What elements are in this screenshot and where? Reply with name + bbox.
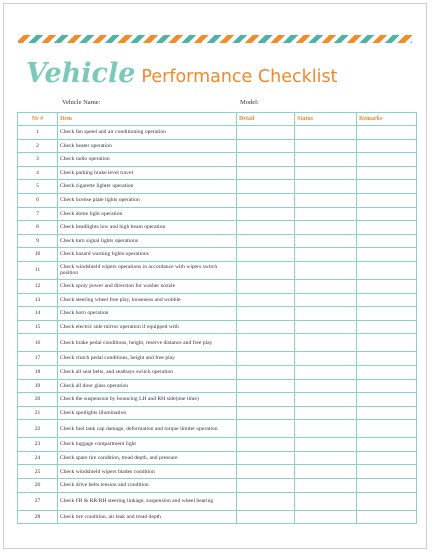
row-remarks-cell[interactable]: [357, 465, 417, 479]
row-item: Check spare tire condition, tread depth, and pressure: [58, 451, 237, 465]
row-detail-cell[interactable]: [237, 207, 295, 221]
row-remarks-cell[interactable]: [357, 180, 417, 194]
row-number: 9: [18, 234, 58, 248]
row-status-cell[interactable]: [295, 420, 357, 438]
table-row: [18, 479, 417, 493]
row-status-cell[interactable]: [295, 279, 357, 293]
row-remarks-cell[interactable]: [357, 139, 417, 153]
table-row: [18, 379, 417, 393]
table-row: [18, 465, 417, 479]
row-item: Check parking brake level travel: [58, 166, 237, 180]
row-detail-cell[interactable]: [237, 193, 295, 207]
row-item: Check license plate lights operation: [58, 193, 237, 207]
row-item: Check dome light operation: [58, 207, 237, 221]
row-detail-cell[interactable]: [237, 126, 295, 140]
row-detail-cell[interactable]: [237, 510, 295, 524]
row-remarks-cell[interactable]: [357, 153, 417, 167]
row-number: 25: [18, 465, 58, 479]
row-item: Check radio operation: [58, 153, 237, 167]
row-status-cell[interactable]: [295, 510, 357, 524]
row-number: 15: [18, 320, 58, 334]
table-row: [18, 352, 417, 366]
row-number: 23: [18, 438, 58, 452]
row-status-cell[interactable]: [295, 492, 357, 510]
table-row: [18, 293, 417, 307]
title-sub: Performance Checklist: [141, 67, 338, 87]
row-number: 21: [18, 406, 58, 420]
row-item: Check heater operation: [58, 139, 237, 153]
row-detail-cell[interactable]: [237, 166, 295, 180]
row-detail-cell[interactable]: [237, 365, 295, 379]
row-item: Check tire condition, air leak and tread depth: [58, 510, 237, 524]
row-number: 27: [18, 492, 58, 510]
table-row: [18, 221, 417, 235]
vehicle-name-label[interactable]: Vehicle Name:: [62, 99, 101, 106]
row-number: 17: [18, 352, 58, 366]
row-status-cell[interactable]: [295, 365, 357, 379]
table-row: [18, 207, 417, 221]
row-item: Check FR & RR/RH steering linkage, suspension and wheel bearing: [58, 492, 237, 510]
row-item: Check headlights low and high beam operation: [58, 221, 237, 235]
row-remarks-cell[interactable]: [357, 193, 417, 207]
row-number: 13: [18, 293, 58, 307]
row-detail-cell[interactable]: [237, 279, 295, 293]
row-remarks-cell[interactable]: [357, 406, 417, 420]
row-number: 8: [18, 221, 58, 235]
table-row: [18, 153, 417, 167]
checklist-page: [3, 3, 427, 549]
header-row: [18, 113, 417, 126]
row-number: 19: [18, 379, 58, 393]
row-remarks-cell[interactable]: [357, 307, 417, 321]
col-header-detail: Detail: [237, 113, 295, 126]
row-number: 2: [18, 139, 58, 153]
row-number: 11: [18, 261, 58, 279]
row-remarks-cell[interactable]: [357, 126, 417, 140]
row-number: 6: [18, 193, 58, 207]
row-remarks-cell[interactable]: [357, 261, 417, 279]
row-number: 12: [18, 279, 58, 293]
table-row: [18, 193, 417, 207]
row-status-cell[interactable]: [295, 465, 357, 479]
row-detail-cell[interactable]: [237, 393, 295, 407]
row-status-cell[interactable]: [295, 193, 357, 207]
row-detail-cell[interactable]: [237, 438, 295, 452]
row-number: 5: [18, 180, 58, 194]
row-detail-cell[interactable]: [237, 320, 295, 334]
row-remarks-cell[interactable]: [357, 365, 417, 379]
row-status-cell[interactable]: [295, 307, 357, 321]
row-status-cell[interactable]: [295, 126, 357, 140]
row-number: 24: [18, 451, 58, 465]
row-remarks-cell[interactable]: [357, 479, 417, 493]
row-remarks-cell[interactable]: [357, 320, 417, 334]
row-number: 28: [18, 510, 58, 524]
row-status-cell[interactable]: [295, 451, 357, 465]
row-item: Check spray power and direction for washer nozzle: [58, 279, 237, 293]
row-detail-cell[interactable]: [237, 307, 295, 321]
row-detail-cell[interactable]: [237, 479, 295, 493]
table-row: [18, 451, 417, 465]
table-row: [18, 180, 417, 194]
table-row: [18, 248, 417, 262]
row-status-cell[interactable]: [295, 153, 357, 167]
row-detail-cell[interactable]: [237, 451, 295, 465]
model-label[interactable]: Model:: [240, 99, 259, 106]
row-status-cell[interactable]: [295, 352, 357, 366]
row-number: 16: [18, 334, 58, 352]
row-item: Check windshield wipers blades condition: [58, 465, 237, 479]
table-row: [18, 420, 417, 438]
table-row: [18, 166, 417, 180]
row-remarks-cell[interactable]: [357, 279, 417, 293]
row-detail-cell[interactable]: [237, 221, 295, 235]
decorative-stripe: [18, 35, 412, 43]
row-detail-cell[interactable]: [237, 420, 295, 438]
row-number: 22: [18, 420, 58, 438]
row-status-cell[interactable]: [295, 139, 357, 153]
row-remarks-cell[interactable]: [357, 166, 417, 180]
row-remarks-cell[interactable]: [357, 438, 417, 452]
row-detail-cell[interactable]: [237, 293, 295, 307]
row-number: 14: [18, 307, 58, 321]
row-detail-cell[interactable]: [237, 180, 295, 194]
row-detail-cell[interactable]: [237, 153, 295, 167]
row-remarks-cell[interactable]: [357, 293, 417, 307]
row-detail-cell[interactable]: [237, 406, 295, 420]
table-row: [18, 320, 417, 334]
row-status-cell[interactable]: [295, 234, 357, 248]
col-header-item: Item: [58, 113, 237, 126]
row-item: Check horn operation: [58, 307, 237, 321]
table-row: [18, 261, 417, 279]
col-header-remarks: Remarks: [357, 113, 417, 126]
row-number: 1: [18, 126, 58, 140]
row-item: Check all seat belts, and seatbays switch operation: [58, 365, 237, 379]
row-status-cell[interactable]: [295, 393, 357, 407]
row-remarks-cell[interactable]: [357, 492, 417, 510]
row-number: 7: [18, 207, 58, 221]
row-item: Check clutch pedal conditions, height and free play: [58, 352, 237, 366]
table-row: [18, 334, 417, 352]
row-detail-cell[interactable]: [237, 379, 295, 393]
row-detail-cell[interactable]: [237, 234, 295, 248]
row-remarks-cell[interactable]: [357, 352, 417, 366]
row-remarks-cell[interactable]: [357, 248, 417, 262]
row-number: 20: [18, 393, 58, 407]
row-status-cell[interactable]: [295, 207, 357, 221]
row-number: 18: [18, 365, 58, 379]
row-item: Check fuel tank cap damage, deformation and torque limiter operation: [58, 420, 237, 438]
row-remarks-cell[interactable]: [357, 234, 417, 248]
row-remarks-cell[interactable]: [357, 207, 417, 221]
row-remarks-cell[interactable]: [357, 393, 417, 407]
row-number: 3: [18, 153, 58, 167]
row-detail-cell[interactable]: [237, 248, 295, 262]
row-remarks-cell[interactable]: [357, 510, 417, 524]
row-number: 10: [18, 248, 58, 262]
row-item: Check steering wheel free play, looseness and wobble: [58, 293, 237, 307]
row-status-cell[interactable]: [295, 261, 357, 279]
table-row: [18, 126, 417, 140]
row-detail-cell[interactable]: [237, 139, 295, 153]
row-status-cell[interactable]: [295, 406, 357, 420]
row-status-cell[interactable]: [295, 293, 357, 307]
row-item: Check cigarette lighter operation: [58, 180, 237, 194]
row-status-cell[interactable]: [295, 221, 357, 235]
row-status-cell[interactable]: [295, 248, 357, 262]
row-status-cell[interactable]: [295, 334, 357, 352]
checklist-table: [17, 112, 417, 524]
row-status-cell[interactable]: [295, 166, 357, 180]
page-title: [26, 58, 337, 89]
table-row: [18, 139, 417, 153]
table-row: [18, 365, 417, 379]
row-status-cell[interactable]: [295, 479, 357, 493]
col-header-no: Nr #: [18, 113, 58, 126]
row-status-cell[interactable]: [295, 180, 357, 194]
row-remarks-cell[interactable]: [357, 420, 417, 438]
table-row: [18, 234, 417, 248]
row-item: Check fan speed and air conditioning operation: [58, 126, 237, 140]
row-detail-cell[interactable]: [237, 492, 295, 510]
row-item: Check luggage compartment light: [58, 438, 237, 452]
row-status-cell[interactable]: [295, 379, 357, 393]
col-header-status: Status: [295, 113, 357, 126]
row-number: 4: [18, 166, 58, 180]
table-row: [18, 307, 417, 321]
row-item: Check turn signal lights operations: [58, 234, 237, 248]
row-item: Check spotlights illumination: [58, 406, 237, 420]
row-remarks-cell[interactable]: [357, 451, 417, 465]
row-detail-cell[interactable]: [237, 334, 295, 352]
row-item: Check all door glass operation: [58, 379, 237, 393]
row-item: Check hazard warning lights operations: [58, 248, 237, 262]
row-remarks-cell[interactable]: [357, 379, 417, 393]
table-row: [18, 406, 417, 420]
table-row: [18, 393, 417, 407]
row-detail-cell[interactable]: [237, 261, 295, 279]
row-item: Check windshield wipers operations in accordance with wipers switch position: [58, 261, 237, 279]
row-detail-cell[interactable]: [237, 465, 295, 479]
row-item: Check the suspension by bouncing LH and RH side(one time): [58, 393, 237, 407]
row-status-cell[interactable]: [295, 320, 357, 334]
row-remarks-cell[interactable]: [357, 221, 417, 235]
table-row: [18, 279, 417, 293]
row-item: Check electric side mirror operation if equipped with: [58, 320, 237, 334]
table-row: [18, 438, 417, 452]
table-row: [18, 510, 417, 524]
row-status-cell[interactable]: [295, 438, 357, 452]
row-item: Check drive belts tension and condition: [58, 479, 237, 493]
row-remarks-cell[interactable]: [357, 334, 417, 352]
row-item: Check brake pedal conditions, height, reserve distance and free play: [58, 334, 237, 352]
table-row: [18, 492, 417, 510]
title-main: Vehicle: [26, 58, 136, 89]
row-detail-cell[interactable]: [237, 352, 295, 366]
row-number: 26: [18, 479, 58, 493]
